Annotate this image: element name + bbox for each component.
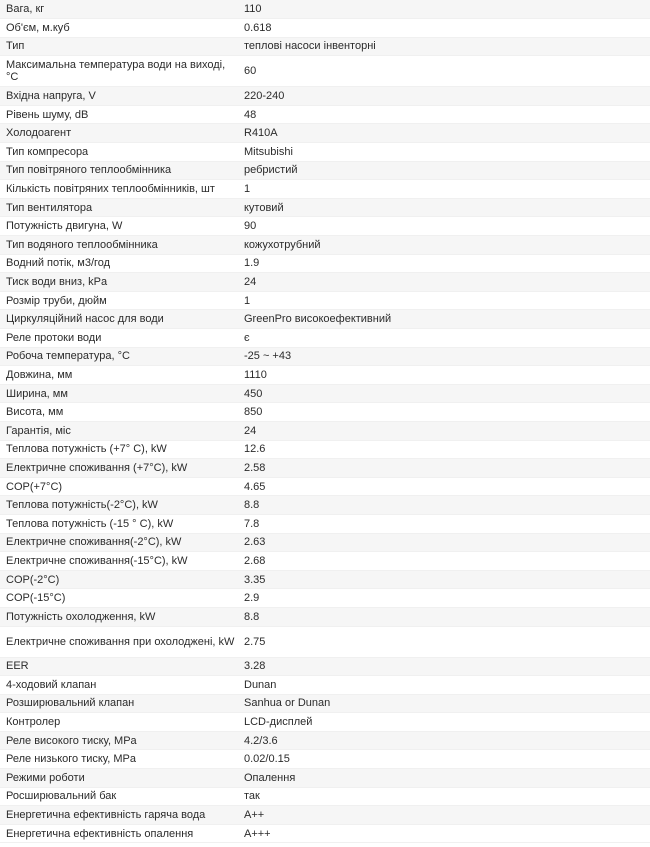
spec-label: Циркуляційний насос для води — [0, 310, 238, 329]
spec-value: є — [238, 329, 650, 348]
spec-row — [0, 533, 650, 552]
spec-row — [0, 56, 650, 87]
spec-row — [0, 657, 650, 676]
spec-row — [0, 694, 650, 713]
spec-value: Dunan — [238, 676, 650, 695]
spec-row — [0, 105, 650, 124]
spec-label: Ширина, мм — [0, 384, 238, 403]
spec-row — [0, 769, 650, 788]
spec-label: Електричне споживання при охолоджені, kW — [0, 626, 238, 657]
spec-label: Об'єм, м.куб — [0, 19, 238, 38]
spec-label: Росширювальний бак — [0, 787, 238, 806]
spec-value: 8.8 — [238, 496, 650, 515]
spec-value: R410A — [238, 124, 650, 143]
spec-value: 1110 — [238, 366, 650, 385]
spec-row — [0, 236, 650, 255]
spec-value: 220-240 — [238, 87, 650, 106]
spec-label: Вага, кг — [0, 0, 238, 19]
spec-row — [0, 676, 650, 695]
spec-value: GreenPro високоефективний — [238, 310, 650, 329]
spec-row — [0, 421, 650, 440]
spec-label: Довжина, мм — [0, 366, 238, 385]
spec-value: 110 — [238, 0, 650, 19]
spec-label: Теплова потужність(-2°C), kW — [0, 496, 238, 515]
spec-value: ребристий — [238, 161, 650, 180]
spec-value: так — [238, 787, 650, 806]
spec-label: Теплова потужність (-15 ° C), kW — [0, 514, 238, 533]
spec-value: 8.8 — [238, 607, 650, 626]
spec-label: Кількість повітряних теплообмінників, шт — [0, 180, 238, 199]
spec-label: Реле протоки води — [0, 329, 238, 348]
spec-label: COP(-2°C) — [0, 570, 238, 589]
spec-label: Максимальна температура води на виході, °C — [0, 56, 238, 87]
spec-value: 24 — [238, 421, 650, 440]
spec-label: Висота, мм — [0, 403, 238, 422]
spec-label: COP(+7°C) — [0, 477, 238, 496]
spec-row — [0, 713, 650, 732]
spec-label: Вхідна напруга, V — [0, 87, 238, 106]
spec-row — [0, 750, 650, 769]
spec-label: Потужність охолодження, kW — [0, 607, 238, 626]
spec-value: 2.75 — [238, 626, 650, 657]
spec-row — [0, 329, 650, 348]
spec-label: COP(-15°C) — [0, 589, 238, 608]
spec-row — [0, 124, 650, 143]
spec-value: 4.2/3.6 — [238, 731, 650, 750]
spec-value: Опалення — [238, 769, 650, 788]
spec-label: Електричне споживання(-15°C), kW — [0, 552, 238, 571]
spec-row — [0, 440, 650, 459]
spec-row — [0, 161, 650, 180]
spec-label: Холодоагент — [0, 124, 238, 143]
spec-value: 0.02/0.15 — [238, 750, 650, 769]
spec-value: LCD-дисплей — [238, 713, 650, 732]
spec-value: A+++ — [238, 824, 650, 843]
spec-row — [0, 403, 650, 422]
spec-row — [0, 806, 650, 825]
spec-row — [0, 254, 650, 273]
spec-label: Потужність двигуна, W — [0, 217, 238, 236]
spec-label: Енергетична ефективність гаряча вода — [0, 806, 238, 825]
spec-value: 7.8 — [238, 514, 650, 533]
spec-row — [0, 384, 650, 403]
spec-row — [0, 19, 650, 38]
spec-label: Реле високого тиску, MPa — [0, 731, 238, 750]
spec-row — [0, 787, 650, 806]
spec-row — [0, 459, 650, 478]
spec-value: 0.618 — [238, 19, 650, 38]
spec-value: кутовий — [238, 198, 650, 217]
spec-row — [0, 514, 650, 533]
spec-label: Тип водяного теплообмінника — [0, 236, 238, 255]
spec-label: Реле низького тиску, MPa — [0, 750, 238, 769]
spec-label: Тип вентилятора — [0, 198, 238, 217]
spec-label: Робоча температура, °C — [0, 347, 238, 366]
spec-row — [0, 273, 650, 292]
spec-value: 3.35 — [238, 570, 650, 589]
spec-label: Рівень шуму, dB — [0, 105, 238, 124]
spec-label: Енергетична ефективність опалення — [0, 824, 238, 843]
spec-value: 1 — [238, 291, 650, 310]
spec-row — [0, 217, 650, 236]
spec-value: 2.68 — [238, 552, 650, 571]
spec-value: -25 ~ +43 — [238, 347, 650, 366]
spec-value: 2.9 — [238, 589, 650, 608]
spec-row — [0, 310, 650, 329]
spec-value: 1.9 — [238, 254, 650, 273]
spec-value: 4.65 — [238, 477, 650, 496]
spec-label: Теплова потужність (+7° С), kW — [0, 440, 238, 459]
spec-row — [0, 198, 650, 217]
spec-row — [0, 626, 650, 657]
spec-value: Mitsubishi — [238, 143, 650, 162]
spec-value: 2.58 — [238, 459, 650, 478]
spec-label: Тиск води вниз, kPa — [0, 273, 238, 292]
spec-row — [0, 0, 650, 19]
spec-label: Тип компресора — [0, 143, 238, 162]
spec-row — [0, 552, 650, 571]
spec-row — [0, 731, 650, 750]
spec-label: Тип — [0, 37, 238, 56]
spec-value: 12.6 — [238, 440, 650, 459]
spec-label: Контролер — [0, 713, 238, 732]
spec-label: Гарантія, міс — [0, 421, 238, 440]
spec-value: кожухотрубний — [238, 236, 650, 255]
spec-row — [0, 87, 650, 106]
spec-row — [0, 607, 650, 626]
spec-value: 3.28 — [238, 657, 650, 676]
spec-label: Режими роботи — [0, 769, 238, 788]
spec-row — [0, 180, 650, 199]
spec-row — [0, 37, 650, 56]
spec-label: Розширювальний клапан — [0, 694, 238, 713]
spec-value: Sanhua or Dunan — [238, 694, 650, 713]
spec-value: 60 — [238, 56, 650, 87]
spec-label: Водний потік, м3/год — [0, 254, 238, 273]
spec-row — [0, 143, 650, 162]
spec-value: 24 — [238, 273, 650, 292]
spec-row — [0, 477, 650, 496]
spec-value: A++ — [238, 806, 650, 825]
spec-label: Електричне споживання(-2°C), kW — [0, 533, 238, 552]
spec-value: 850 — [238, 403, 650, 422]
spec-value: 2.63 — [238, 533, 650, 552]
spec-value: 1 — [238, 180, 650, 199]
spec-row — [0, 347, 650, 366]
spec-label: 4-ходовий клапан — [0, 676, 238, 695]
spec-row — [0, 589, 650, 608]
spec-row — [0, 291, 650, 310]
spec-row — [0, 496, 650, 515]
spec-value: теплові насоси інвенторні — [238, 37, 650, 56]
spec-label: Електричне споживання (+7°C), kW — [0, 459, 238, 478]
spec-label: Розмір труби, дюйм — [0, 291, 238, 310]
spec-value: 48 — [238, 105, 650, 124]
spec-row — [0, 824, 650, 843]
spec-label: EER — [0, 657, 238, 676]
spec-value: 90 — [238, 217, 650, 236]
spec-value: 450 — [238, 384, 650, 403]
spec-row — [0, 570, 650, 589]
spec-label: Тип повітряного теплообмінника — [0, 161, 238, 180]
spec-row — [0, 366, 650, 385]
